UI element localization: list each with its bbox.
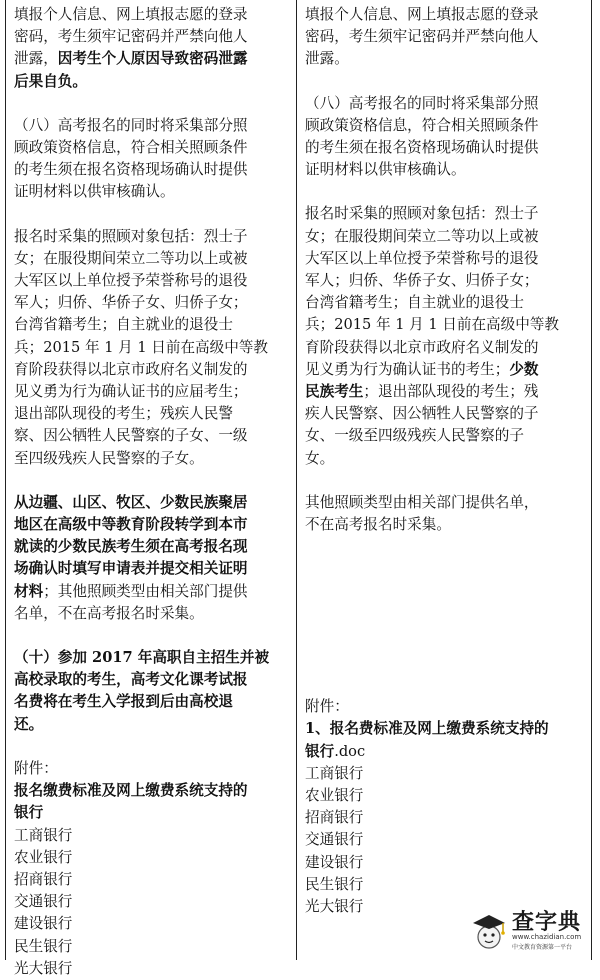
text-run: 顾政策资格信息，符合相关照顾条件 xyxy=(14,139,248,157)
text-run: 交通银行 xyxy=(305,831,364,849)
paragraph-line xyxy=(305,337,583,359)
text-run: 顾政策资格信息，符合相关照顾条件 xyxy=(305,116,539,134)
text-run: 见义勇为行为确认证书的考生； xyxy=(305,360,510,378)
text-run: 察、因公牺牲人民警察的子女、一级 xyxy=(14,427,248,445)
text-run: 交通银行 xyxy=(14,893,73,911)
text-run: 工商银行 xyxy=(14,826,73,844)
paragraph-line xyxy=(14,536,288,558)
text-run: 报名缴费标准及网上缴费系统支持的 xyxy=(14,782,248,800)
text-run: 报名时采集的照顾对象包括：烈士子 xyxy=(14,227,248,245)
text-run: （十）参加 2017 年高职自主招生并被 xyxy=(14,649,270,667)
text-run: 附件： xyxy=(305,698,349,716)
text-run: （八）高考报名的同时将采集部分照 xyxy=(14,116,248,134)
text-run: 农业银行 xyxy=(305,787,364,805)
paragraph-line xyxy=(14,359,288,381)
paragraph-line xyxy=(14,448,288,470)
text-run: 招商银行 xyxy=(305,809,364,827)
text-run: 泄露。 xyxy=(305,50,349,68)
text-run: 还。 xyxy=(14,715,44,733)
attachment-label xyxy=(14,758,288,780)
attachment-title xyxy=(305,741,583,763)
paragraph-line xyxy=(305,93,583,115)
paragraph-line xyxy=(14,181,288,203)
right-column xyxy=(297,0,592,960)
paragraph-line xyxy=(14,26,288,48)
paragraph-line xyxy=(305,226,583,248)
text-run: 疾人民警察、因公牺牲人民警察的子 xyxy=(305,405,539,423)
highlight-text: 少数 xyxy=(509,360,539,378)
text-run: 附件： xyxy=(14,759,58,777)
attachment-title xyxy=(14,780,288,802)
paragraph-line xyxy=(305,314,583,336)
graduation-cap-icon xyxy=(470,907,508,953)
paragraph-line xyxy=(14,647,288,669)
text-run: 农业银行 xyxy=(14,848,73,866)
text-run: 兵；2015 年 1 月 1 日前在高级中等教 xyxy=(14,338,269,356)
paragraph-line xyxy=(14,603,288,625)
paragraph-line xyxy=(305,248,583,270)
bank-item xyxy=(305,852,583,874)
paragraph-line xyxy=(305,115,583,137)
paragraph-gap xyxy=(14,625,288,647)
paragraph-gap xyxy=(305,470,583,492)
paragraph-line xyxy=(14,403,288,425)
paragraph-line xyxy=(14,714,288,736)
text-run: 光大银行 xyxy=(14,959,73,977)
bank-item xyxy=(305,785,583,807)
text-run: 从边疆、山区、牧区、少数民族聚居 xyxy=(14,493,248,511)
paragraph-line xyxy=(305,26,583,48)
paragraph-line xyxy=(14,159,288,181)
paragraph-line xyxy=(14,48,288,70)
text-run: 地区在高级中等教育阶段转学到本市 xyxy=(14,516,248,534)
paragraph-line xyxy=(305,359,583,381)
text-run: 的考生须在报名资格现场确认时提供 xyxy=(305,139,539,157)
text-run: 民生银行 xyxy=(14,937,73,955)
paragraph-line xyxy=(14,425,288,447)
paragraph-line xyxy=(14,337,288,359)
paragraph-line xyxy=(14,270,288,292)
paragraph-gap xyxy=(14,736,288,758)
text-run: 后果自负。 xyxy=(14,72,87,90)
watermark-name: 查字典 xyxy=(512,910,582,935)
paragraph-gap xyxy=(305,181,583,203)
text-run: 女；在服役期间荣立二等功以上或被 xyxy=(14,249,248,267)
bank-item xyxy=(14,936,288,958)
paragraph-line xyxy=(305,448,583,470)
text-run: 证明材料以供审核确认。 xyxy=(14,183,175,201)
text-run: 银行 xyxy=(14,804,44,822)
text-run: 其他照顾类型由相关部门提供名单， xyxy=(305,493,539,511)
paragraph-line xyxy=(14,71,288,93)
text-run: ；其他照顾类型由相关部门提供 xyxy=(43,582,248,600)
paragraph-gap xyxy=(305,71,583,93)
paragraph-line xyxy=(305,403,583,425)
paragraph-line xyxy=(14,581,288,603)
paragraph-line xyxy=(14,226,288,248)
bank-item xyxy=(14,847,288,869)
text-run: 填报个人信息、网上填报志愿的登录 xyxy=(305,6,539,23)
text-run: 至四级残疾人民警察的子女。 xyxy=(14,449,204,467)
paragraph-line xyxy=(14,314,288,336)
text-run: 光大银行 xyxy=(305,898,364,916)
attachment-title xyxy=(14,802,288,824)
text-run: （八）高考报名的同时将采集部分照 xyxy=(305,94,539,112)
text-run: 银行 xyxy=(305,742,335,760)
text-run: 密码，考生须牢记密码并严禁向他人 xyxy=(305,28,539,46)
paragraph-line xyxy=(305,203,583,225)
right-cell xyxy=(305,4,583,918)
paragraph-line xyxy=(14,558,288,580)
paragraph-line xyxy=(305,381,583,403)
text-run: 女。 xyxy=(305,449,335,467)
paragraph-line xyxy=(14,4,288,26)
paragraph-line xyxy=(14,492,288,514)
text-run: 台湾省籍考生；自主就业的退役士 xyxy=(305,294,524,312)
bank-item xyxy=(14,913,288,935)
watermark-url: www.chazidian.com xyxy=(512,933,582,941)
paragraph-line xyxy=(14,381,288,403)
text-run: 台湾省籍考生；自主就业的退役士 xyxy=(14,316,233,334)
text-run: 填报个人信息、网上填报志愿的登录 xyxy=(14,6,248,23)
paragraph-gap xyxy=(14,93,288,115)
bank-item xyxy=(14,891,288,913)
paragraph-gap xyxy=(14,470,288,492)
bank-item xyxy=(305,874,583,896)
text-run: 就读的少数民族考生须在高考报名现 xyxy=(14,538,248,556)
attachment-label xyxy=(305,696,583,718)
text-run: 名单，不在高考报名时采集。 xyxy=(14,604,204,622)
paragraph-gap xyxy=(305,536,583,696)
bank-item xyxy=(305,829,583,851)
bank-item xyxy=(305,807,583,829)
left-cell xyxy=(14,4,288,980)
attachment-filename: .doc xyxy=(334,742,366,760)
watermark-tagline: 中文教育资源第一平台 xyxy=(512,944,573,951)
text-run: 因考生个人原因导致密码泄露 xyxy=(57,50,248,68)
bank-item xyxy=(305,763,583,785)
text-run: 证明材料以供审核确认。 xyxy=(305,161,466,179)
paragraph-line xyxy=(305,137,583,159)
text-run: 工商银行 xyxy=(305,764,364,782)
paragraph-line xyxy=(305,4,583,26)
paragraph-line xyxy=(305,292,583,314)
paragraph-line xyxy=(305,48,583,70)
text-run: 招商银行 xyxy=(14,870,73,888)
paragraph-line xyxy=(14,248,288,270)
paragraph-line xyxy=(14,669,288,691)
paragraph-line xyxy=(14,137,288,159)
text-run: 女、一级至四级残疾人民警察的子 xyxy=(305,427,524,445)
text-run: 的考生须在报名资格现场确认时提供 xyxy=(14,161,248,179)
bank-item xyxy=(14,958,288,980)
text-run: 报名时采集的照顾对象包括：烈士子 xyxy=(305,205,539,223)
text-run: 高校录取的考生，高考文化课考试报 xyxy=(14,671,248,689)
text-run: 不在高考报名时采集。 xyxy=(305,516,451,534)
text-run: 大军区以上单位授予荣誉称号的退役 xyxy=(14,272,248,290)
text-run: 民生银行 xyxy=(305,875,364,893)
text-run: 名费将在考生入学报到后由高校退 xyxy=(14,693,233,711)
paragraph-line xyxy=(305,492,583,514)
text-run: 育阶段获得以北京市政府名义制发的 xyxy=(14,360,248,378)
text-run: 泄露， xyxy=(14,50,58,68)
text-run: 女；在服役期间荣立二等功以上或被 xyxy=(305,227,539,245)
text-run: 密码，考生须牢记密码并严禁向他人 xyxy=(14,28,248,46)
text-run: 材料 xyxy=(14,582,44,600)
attachment-title xyxy=(305,718,583,740)
chazidian-watermark xyxy=(470,905,590,955)
text-run: 军人；归侨、华侨子女、归侨子女； xyxy=(14,294,248,312)
paragraph-line xyxy=(305,514,583,536)
text-run: 退出部队现役的考生；残疾人民警 xyxy=(14,405,233,423)
text-run: 场确认时填写申请表并提交相关证明 xyxy=(14,560,248,578)
paragraph-gap xyxy=(14,204,288,226)
highlight-text: 民族考生 xyxy=(305,383,364,401)
text-run: 兵；2015 年 1 月 1 日前在高级中等教 xyxy=(305,316,560,334)
paragraph-line xyxy=(14,691,288,713)
text-run: 建设银行 xyxy=(14,915,73,933)
left-column xyxy=(5,0,297,977)
paragraph-line xyxy=(14,514,288,536)
paragraph-line xyxy=(14,115,288,137)
paragraph-line xyxy=(305,425,583,447)
bank-item xyxy=(14,869,288,891)
text-run: 育阶段获得以北京市政府名义制发的 xyxy=(305,338,539,356)
paragraph-line xyxy=(14,292,288,314)
text-run: 大军区以上单位授予荣誉称号的退役 xyxy=(305,249,539,267)
bank-item xyxy=(14,825,288,847)
text-run: ；退出部队现役的考生；残 xyxy=(363,383,539,401)
paragraph-line xyxy=(305,159,583,181)
paragraph-line xyxy=(305,270,583,292)
text-run: 建设银行 xyxy=(305,853,364,871)
text-run: 见义勇为行为确认证书的应届考生； xyxy=(14,383,248,401)
text-run: 军人；归侨、华侨子女、归侨子女； xyxy=(305,272,539,290)
text-run: 1、报名费标准及网上缴费系统支持的 xyxy=(305,720,549,738)
